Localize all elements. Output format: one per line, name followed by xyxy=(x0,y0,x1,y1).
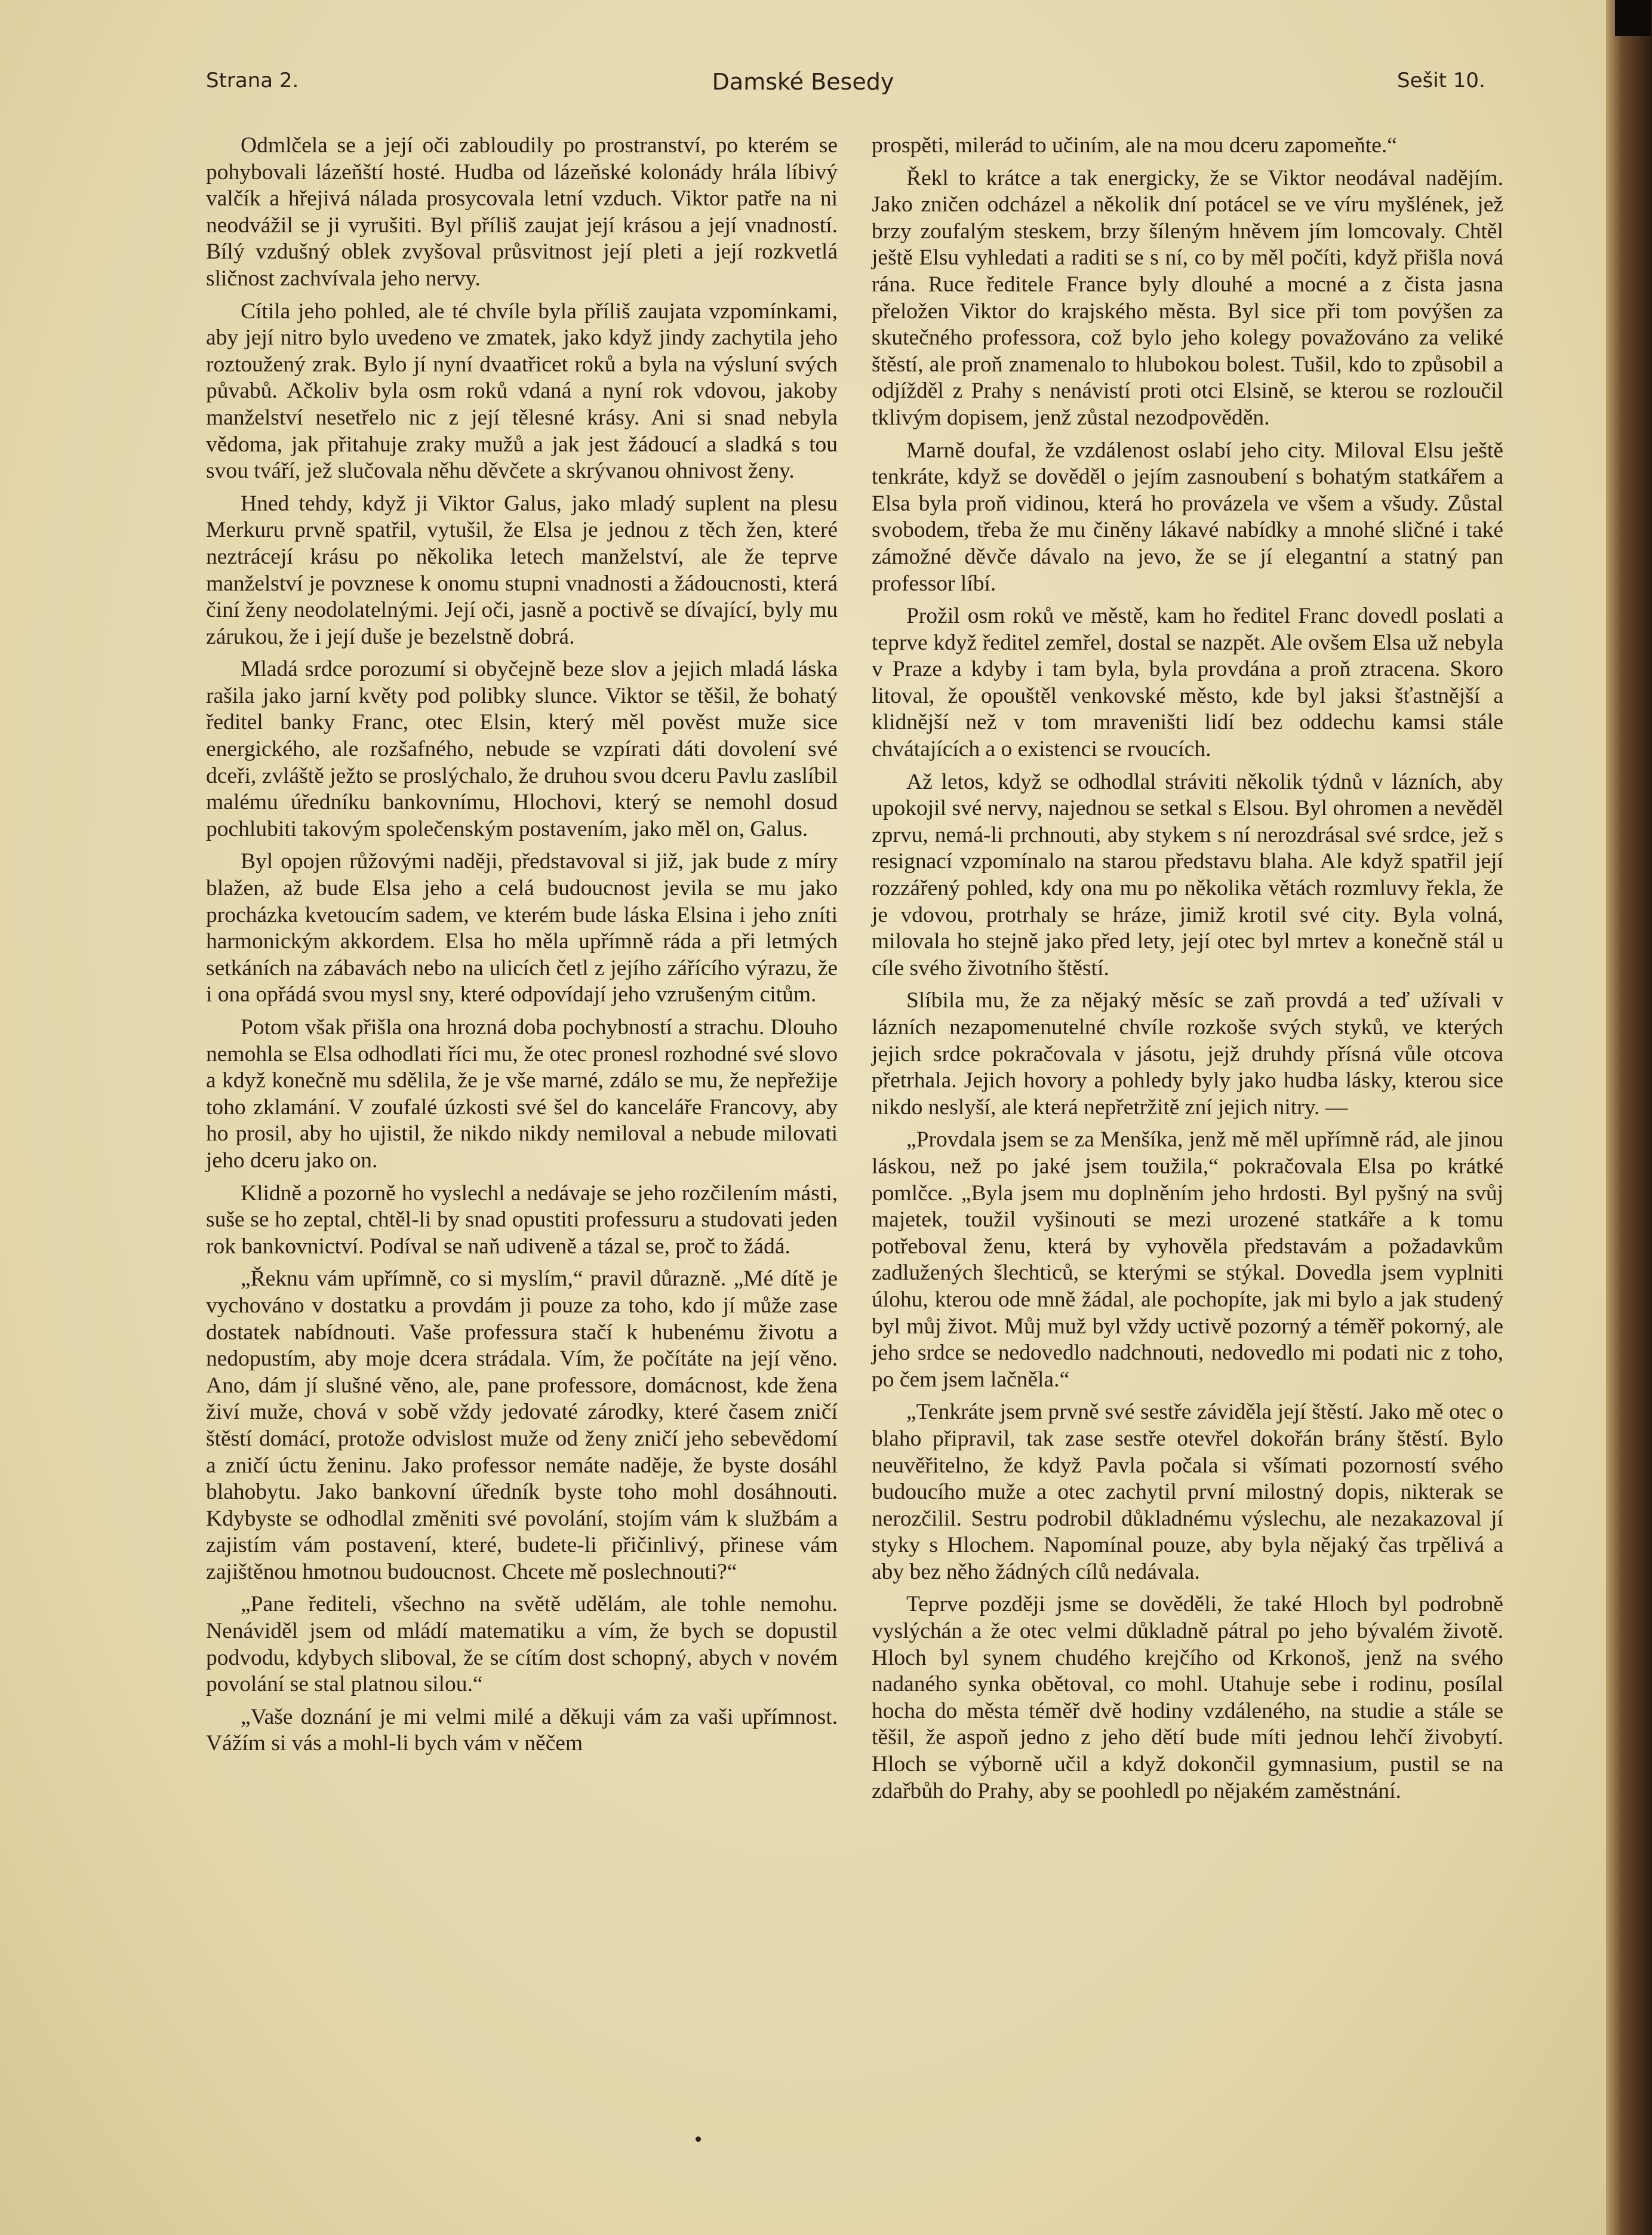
left-column xyxy=(206,133,838,1763)
right-column xyxy=(872,133,1503,1810)
binding-edge xyxy=(1606,0,1652,2235)
paragraph: Cítila jeho pohled, ale té chvíle byla příliš zaujata vzpomínkami, aby její nitro bylo uvedeno ve zmatek, jako když jindy zachytila jeho roztoužený zrak. Bylo jí nyní dvaatřicet roků a byla na výsluní svých půvabů. Ačkoliv byla osm roků vdaná a nyní rok vdovou, jakoby manželství nesetřelo nic z její tělesné krásy. Ani si snad nebyla vědoma, jak přitahuje zraky mužů a jak jest žádoucí a sladká s tou svou tváří, jež slučovala něhu děvčete a skrývanou ohnivost ženy. xyxy=(206,299,838,484)
paragraph: „Řeknu vám upřímně, co si myslím,“ pravil důrazně. „Mé dítě je vychováno v dostatku a provdám ji pouze za toho, kdo jí může zase dostatek nabídnouti. Vaše professura stačí k hubenému životu a nedopustím, aby moje dcera strádala. Vím, že počítáte na její věno. Ano, dám jí slušné věno, ale, pane professore, domácnost, kde žena živí muže, chová v sobě vždy jedovaté zárodky, které časem zničí štěstí domácí, protože odvislost muže od ženy zničí jeho sebevědomí a zničí úctu ženinu. Jako professor nemáte naděje, že byste dosáhl blahobytu. Jako bankovní úředník byste toho mohl dosáhnouti. Kdybyste se odhodlal změniti své povolání, stojím vám k službám a zajistím vám postavení, které, budete-li přičinlivý, přinese vám zajištěnou hmotnou budoucnost. Chcete mě poslechnouti?“ xyxy=(206,1266,838,1584)
paragraph: Řekl to krátce a tak energicky, že se Viktor neodával nadějím. Jako zničen odcházel a několik dní potácel se ve víru myšlének, jež brzy zoufalým steskem, brzy šíleným hněvem jím lomcovaly. Chtěl ještě Elsu vyhledati a raditi se s ní, co by měl počíti, když přišla nová rána. Ruce ředitele France byly dlouhé a mocné a z čista jasna přeložen Viktor do krajského města. Byl sice při tom povýšen za skutečného professora, což bylo jeho kolegy považováno za veliké štěstí, ale proň znamenalo to hlubokou bolest. Tušil, kdo to způsobil a odjížděl z Prahy s nenávistí proti otci Elsině, se kterou se rozloučil tklivým dopisem, jenž zůstal nezodpověděn. xyxy=(872,165,1503,430)
paragraph: Hned tehdy, když ji Viktor Galus, jako mladý suplent na plesu Merkuru prvně spatřil, vytušil, že Elsa je jednou z těch žen, které neztrácejí krásu po několika letech manželství, ale že teprve manželství je povznese k onomu stupni vnadnosti a žádoucnosti, která činí ženy neodolatelnými. Její oči, jasně a poctivě se dívající, byly mu zárukou, že i její duše je bezelstně dobrá. xyxy=(206,491,838,649)
paragraph: Odmlčela se a její oči zabloudily po prostranství, po kterém se pohybovali lázeňští hosté. Hudba od lázeňské kolonády hrála líbivý valčík a hřejivá nálada prosycovala letní vzduch. Viktor patře na ni neodvážil se ji vyrušiti. Byl příliš zaujat její krásou a její vnadností. Bílý vzdušný oblek zvyšoval průsvitnost její pleti a její rozkvetlá sličnost zachvívala jeho nervy. xyxy=(206,133,838,291)
print-dot xyxy=(696,2136,701,2142)
paragraph: Byl opojen růžovými naději, představoval si již, jak bude z míry blažen, až bude Elsa jeho a celá budoucnost jevila se mu jako procházka kvetoucím sadem, ve kterém bude láska Elsina i jeho zníti harmonickým akkordem. Elsa ho měla upřímně ráda a při letmých setkáních na zábavách nebo na ulicích četl z jejího zářícího výrazu, že i ona opřádá svou mysl sny, které odpovídají jeho vzrušeným citům. xyxy=(206,849,838,1007)
paragraph: „Vaše doznání je mi velmi milé a děkuji vám za vaši upřímnost. Vážím si vás a mohl-li bych vám v něčem xyxy=(206,1704,838,1756)
paragraph: Marně doufal, že vzdálenost oslabí jeho city. Miloval Elsu ještě tenkráte, když se dověděl o jejím zasnoubení s bohatým statkářem a Elsa byla proň vidinou, která ho provázela ve všem a všudy. Zůstal svobodem, třeba že mu činěny lákavé nabídky a mnohé sličné i také zámožné děvče dávalo na jevo, že se jí elegantní a statný pan professor líbí. xyxy=(872,438,1503,596)
paragraph: Slíbila mu, že za nějaký měsíc se zaň provdá a teď užívali v lázních nezapomenutelné chvíle rozkoše svých styků, ve kterých jejich srdce pokračovala v jásotu, jejž druhdy přísná vůle otcova přetrhala. Jejich hovory a pohledy byly jako hudba lásky, kterou sice nikdo neslyší, ale která nepřetržitě zní jejich nitry. — xyxy=(872,988,1503,1120)
paragraph: Klidně a pozorně ho vyslechl a nedávaje se jeho rozčilením másti, suše se ho zeptal, chtěl-li by snad opustiti professuru a studovati jeden rok bankovnictví. Podíval se naň udiveně a tázal se, proč to žádá. xyxy=(206,1180,838,1259)
paragraph: Mladá srdce porozumí si obyčejně beze slov a jejich mladá láska rašila jako jarní květy pod polibky slunce. Viktor se těšil, že bohatý ředitel banky Franc, otec Elsin, který měl pověst muže sice energického, ale rozšafného, nebude se vzpírati dáti dovolení své dceři, zvláště ježto se proslýchalo, že druhou svou dceru Pavlu zaslíbil malému úředníku bankovnímu, Hlochovi, který se nemohl dosud pochlubiti takovým společenským postavením, jako měl on, Galus. xyxy=(206,657,838,841)
paragraph: Teprve později jsme se dověděli, že také Hloch byl podrobně vyslýchán a že otec velmi důkladně pátral po jeho bývalém životě. Hloch byl synem chudého krejčího od Krkonoš, jenž na svého nadaného synka obětoval, co mohl. Utahuje sebe i rodinu, posílal hocha do města téměř dvě hodiny vzdáleného, na studie a stále se těšil, že aspoň jedno z jeho dětí bude míti jednou lehčí živobytí. Hloch se výborně učil a když dokončil gymnasium, pustil se na zdařbůh do Prahy, aby se poohledl po nějakém zaměstnání. xyxy=(872,1592,1503,1803)
paragraph: „Pane řediteli, všechno na světě udělám, ale tohle nemohu. Nenáviděl jsem od mládí matematiku a vím, že bych se dopustil podvodu, kdybych sliboval, že se cítím dost schopný, abych v novém povolání se stal platnou silou.“ xyxy=(206,1592,838,1697)
paragraph: Prožil osm roků ve městě, kam ho ředitel Franc dovedl poslati a teprve když ředitel zemřel, dostal se nazpět. Ale ovšem Elsa už nebyla v Praze a kdyby i tam byla, byla provdána a proň ztracena. Skoro litoval, že opouštěl venkovské město, kde byl jaksi šťastnější a klidnější než v tom mraveništi lidí bez oddechu kamsi stále chvátajících a o existenci se rvoucích. xyxy=(872,604,1503,762)
paragraph: „Tenkráte jsem prvně své sestře záviděla její štěstí. Jako mě otec o blaho připravil, tak zase sestře otevřel dokořán brány štěstí. Bylo neuvěřitelno, že když Pavla počala si všímati pozorností svého budoucího muže a otec zachytil první milostný dopis, nikterak se nerozčilil. Sestru podrobil důkladnému výslechu, ale nezakazoval jí styky s Hlochem. Napomínal pouze, aby byla nějaký čas trpělivá a aby bez něho žádných cílů nedávala. xyxy=(872,1400,1503,1584)
issue-number: Sešit 10. xyxy=(1397,69,1485,93)
paragraph: „Provdala jsem se za Menšíka, jenž mě měl upřímně rád, ale jinou láskou, než po jaké jsem toužila,“ pokračovala Elsa po krátké pomlčce. „Byla jsem mu doplněním jeho hrdosti. Byl pyšný na svůj majetek, toužil vyšinouti se mezi urozené statkáře a k tomu potřeboval ženu, která by vyhověla představám a požadavkům zadlužených šlechticů, se kterými se stýkal. Dovedla jsem vyplniti úlohu, kterou ode mně žádal, ale pochopíte, jak mi bylo a jak studený byl můj život. Můj muž byl vždy uctivě pozorný a téměř pokorný, ale jeho srdce se nedovedlo nadchnouti, nedovedlo mi podati nic z toho, po čem jsem lačněla.“ xyxy=(872,1127,1503,1392)
paragraph: Až letos, když se odhodlal stráviti několik týdnů v lázních, aby upokojil své nervy, najednou se setkal s Elsou. Byl ohromen a nevěděl zprvu, nemá-li prchnouti, aby stykem s ní nerozdrásal své srdce, jež s resignací vzpomínalo na starou představu blaha. Ale když spatřil její rozzářený pohled, kdy ona mu po několika větách rozmluvy řekla, že je vdovou, protrhaly se hráze, jimiž krotil své city. Byla volná, milovala ho stejně jako před lety, její otec byl mrtev a konečně stál u cíle svého životního štěstí. xyxy=(872,769,1503,980)
page-number: Strana 2. xyxy=(206,69,299,93)
magazine-title: Damské Besedy xyxy=(712,69,894,95)
paragraph: Potom však přišla ona hrozná doba pochybností a strachu. Dlouho nemohla se Elsa odhodlati říci mu, že otec pronesl rozhodné své slovo a když konečně mu sdělila, že je vše marné, zdálo se mu, že nepřežije toho zklamání. V zoufalé úzkosti své šel do kanceláře Francovy, aby ho prosil, aby ho ujistil, že nikdo nikdy nemiloval a nebude milovati jeho dceru jako on. xyxy=(206,1015,838,1173)
paragraph: prospěti, milerád to učiním, ale na mou dceru zapomeňte.“ xyxy=(872,133,1397,158)
corner-shadow xyxy=(1615,0,1651,36)
